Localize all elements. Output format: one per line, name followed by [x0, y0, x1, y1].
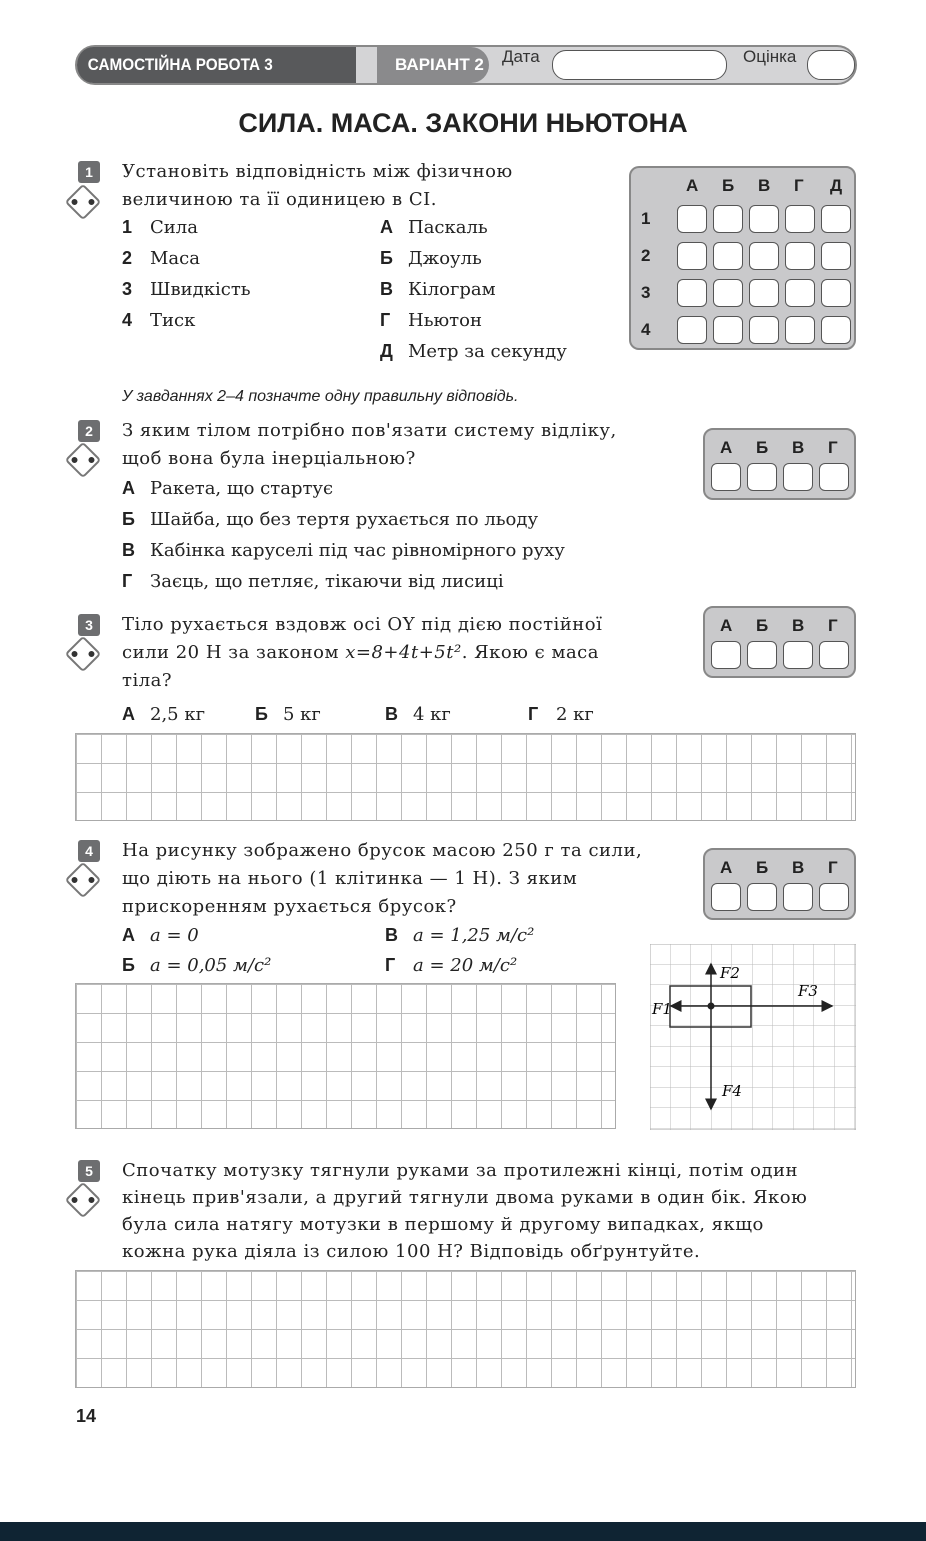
page-title: СИЛА. МАСА. ЗАКОНИ НЬЮТОНА [238, 108, 688, 138]
column-header: Г [794, 176, 804, 195]
option: Б Шайба, що без тертя рухається по льоду [122, 509, 539, 530]
answer-cell[interactable] [711, 883, 741, 911]
column-header: Г [828, 858, 838, 877]
answer-grid[interactable] [75, 1270, 856, 1388]
task2-question: З яким тілом потрібно пов'язати систему відліку, щоб вона була інерціальною? [122, 420, 617, 469]
answer-cell[interactable] [749, 316, 779, 344]
list-item: А Паскаль [380, 217, 488, 238]
answer-cell[interactable] [785, 205, 815, 233]
option: А Ракета, що стартує [122, 478, 334, 499]
answer-cell[interactable] [747, 641, 777, 669]
force-label: F4 [722, 1082, 742, 1100]
answer-cell[interactable] [785, 279, 815, 307]
page-number: 14 [76, 1406, 97, 1426]
row-header: 1 [641, 209, 651, 228]
task-number: 4 [78, 840, 100, 862]
option: Б a = 0,05 м/с² [122, 955, 272, 976]
row-header: 4 [641, 320, 651, 339]
answer-cell[interactable] [749, 279, 779, 307]
list-item: 4 Тиск [122, 310, 196, 331]
answer-grid[interactable] [75, 983, 616, 1129]
grade-field[interactable] [807, 50, 855, 80]
task-number: 2 [78, 420, 100, 442]
list-item: Б Джоуль [380, 248, 482, 269]
answer-cell[interactable] [677, 242, 707, 270]
task4-question: На рисунку зображено брусок масою 250 г та сили, що діють на нього (1 клітинка — 1 Н). З яким прискоренням рухається брусок? [122, 840, 643, 917]
column-header: Д [830, 176, 843, 195]
worksheet-header [75, 45, 857, 85]
list-item: Г Ньютон [380, 310, 482, 331]
task2-options [122, 473, 565, 597]
task4-answer-box [703, 848, 856, 920]
bottom-bar [0, 1522, 926, 1541]
column-header: Б [756, 858, 769, 877]
force-label: F2 [720, 964, 740, 982]
answer-grid[interactable] [75, 733, 856, 821]
grade-label: Оцінка [743, 47, 797, 66]
answer-cell[interactable] [749, 242, 779, 270]
dice-icon [65, 184, 102, 221]
option: Г Заєць, що петляє, тікаючи від лисиці [122, 571, 504, 592]
answer-cell[interactable] [821, 279, 851, 307]
answer-cell[interactable] [783, 883, 813, 911]
task1-quantities [122, 212, 251, 336]
option: Г 2 кг [528, 704, 594, 725]
option: В 4 кг [385, 704, 451, 725]
answer-cell[interactable] [821, 205, 851, 233]
answer-cell[interactable] [819, 463, 849, 491]
answer-cell[interactable] [677, 279, 707, 307]
answer-cell[interactable] [711, 463, 741, 491]
column-header: А [720, 438, 733, 457]
column-header: Б [756, 438, 769, 457]
date-label: Дата [502, 47, 540, 66]
option: А 2,5 кг [122, 704, 206, 725]
task-number: 3 [78, 614, 100, 636]
instruction: У завданнях 2–4 позначте одну правильну відповідь. [122, 388, 519, 405]
task5-question: Спочатку мотузку тягнули руками за протилежні кінці, потім один кінець прив'язали, а другий тягнули двома руками в один бік. Якою була сила натягу мотузки в першому й другому випадках, якщо кожна рука діяла із силою 100 Н? Відповідь обґрунтуйте. [122, 1160, 808, 1262]
task3-question: Тіло рухається вздовж осі OY під дією постійної сили 20 Н за законом x=8+4t+5t². Якою є маса тіла? [122, 614, 603, 691]
column-header: Г [828, 438, 838, 457]
column-header: В [758, 176, 771, 195]
column-header: В [792, 438, 805, 457]
dice-icon [65, 1182, 102, 1219]
answer-cell[interactable] [677, 316, 707, 344]
column-header: Б [722, 176, 735, 195]
option: В a = 1,25 м/с² [385, 925, 535, 946]
row-header: 3 [641, 283, 651, 302]
task1-question: Установіть відповідність між фізичною величиною та її одиницею в СІ. [122, 161, 513, 210]
column-header: А [720, 616, 733, 635]
answer-cell[interactable] [819, 883, 849, 911]
dice-icon [65, 442, 102, 479]
answer-cell[interactable] [821, 242, 851, 270]
list-item: В Кілограм [380, 279, 496, 300]
dice-icon [65, 636, 102, 673]
column-header: Г [828, 616, 838, 635]
list-item: Д Метр за секунду [380, 341, 567, 362]
answer-cell[interactable] [747, 463, 777, 491]
answer-cell[interactable] [783, 463, 813, 491]
list-item: 3 Швидкість [122, 279, 251, 300]
work-title: САМОСТІЙНА РОБОТА 3 [77, 47, 356, 83]
answer-cell[interactable] [819, 641, 849, 669]
task-number: 1 [78, 161, 100, 183]
force-label: F1 [652, 1000, 672, 1018]
answer-cell[interactable] [713, 205, 743, 233]
column-header: Б [756, 616, 769, 635]
answer-cell[interactable] [713, 316, 743, 344]
column-header: В [792, 616, 805, 635]
answer-cell[interactable] [783, 641, 813, 669]
option: А a = 0 [122, 925, 199, 946]
row-header: 2 [641, 246, 651, 265]
answer-cell[interactable] [785, 242, 815, 270]
option: Г a = 20 м/с² [385, 955, 518, 976]
column-header: А [720, 858, 733, 877]
answer-cell[interactable] [747, 883, 777, 911]
task1-answer-grid [629, 166, 856, 350]
answer-cell[interactable] [711, 641, 741, 669]
list-item: 2 Маса [122, 248, 200, 269]
diagram-grid [650, 944, 856, 1130]
column-header: В [792, 858, 805, 877]
answer-cell[interactable] [677, 205, 707, 233]
force-label: F3 [798, 982, 818, 1000]
task3-answer-box [703, 606, 856, 678]
answer-cell[interactable] [785, 316, 815, 344]
dice-icon [65, 862, 102, 899]
answer-cell[interactable] [749, 205, 779, 233]
column-header: А [686, 176, 699, 195]
task-number: 5 [78, 1160, 100, 1182]
variant-label: ВАРІАНТ 2 [377, 47, 489, 83]
task2-answer-box [703, 428, 856, 500]
date-field[interactable] [552, 50, 727, 80]
answer-cell[interactable] [713, 279, 743, 307]
answer-cell[interactable] [821, 316, 851, 344]
option: Б 5 кг [255, 704, 321, 725]
force-diagram [650, 944, 856, 1130]
list-item: 1 Сила [122, 217, 198, 238]
task1-units [380, 212, 567, 367]
option: В Кабінка каруселі під час рівномірного руху [122, 540, 565, 561]
answer-cell[interactable] [713, 242, 743, 270]
